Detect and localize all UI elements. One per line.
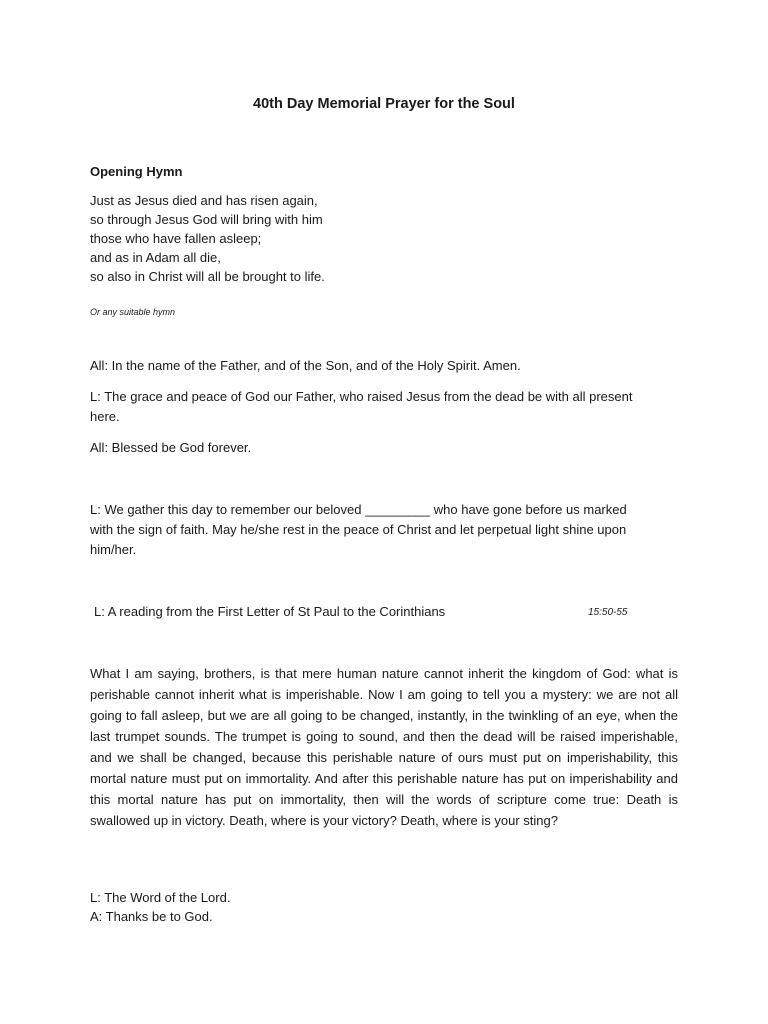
hymn-line: so also in Christ will all be brought to life. [90, 269, 325, 284]
hymn-line: Just as Jesus died and has risen again, [90, 193, 318, 208]
reading-intro: L: A reading from the First Letter of St Paul to the Corinthians [94, 604, 446, 619]
leader-greeting-line-2: here. [90, 409, 120, 424]
leader-word-of-lord: L: The Word of the Lord. [90, 890, 231, 905]
hymn-line: those who have fallen asleep; [90, 231, 262, 246]
hymn-line: and as in Adam all die, [90, 250, 221, 265]
page-title: 40th Day Memorial Prayer for the Soul [253, 96, 515, 112]
hymn-note: Or any suitable hymn [90, 307, 176, 317]
all-thanks-response: A: Thanks be to God. [90, 909, 213, 924]
gathering-line-2: with the sign of faith. May he/she rest in the peace of Christ and let perpetual light shine upon [90, 522, 627, 537]
all-response-blessed: All: Blessed be God forever. [90, 440, 252, 455]
reading-citation: 15:50-55 [588, 607, 628, 618]
all-response-invocation: All: In the name of the Father, and of the Son, and of the Holy Spirit. Amen. [90, 358, 521, 373]
leader-greeting-line-1: L: The grace and peace of God our Father, who raised Jesus from the dead be with all present [90, 389, 633, 404]
opening-hymn-heading: Opening Hymn [90, 164, 183, 179]
gathering-line-3: him/her. [90, 542, 137, 557]
reading-text: What I am saying, brothers, is that mere human nature cannot inherit the kingdom of God: what is perishable cannot inherit what is imperishable. Now I am going to tell you a mystery: we are not all going to fall asleep, but we are all going to be changed, instantly, in the twinkling of an eye, when the last trumpet sounds. The trumpet is going to sound, and then the dead will be raised imperishable, and we shall be changed, because this perishable nature of ours must put on imperishability, this mortal nature must put on immortality. And after this perishable nature has put on imperishability and this mortal nature has put on immortality, then will the words of scripture come true: Death is swallowed up in victory. Death, where is your victory? Death, where is your sting? [90, 666, 678, 828]
gathering-line-1: L: We gather this day to remember our beloved _________ who have gone before us marked [90, 502, 627, 517]
hymn-line: so through Jesus God will bring with him [90, 212, 323, 227]
